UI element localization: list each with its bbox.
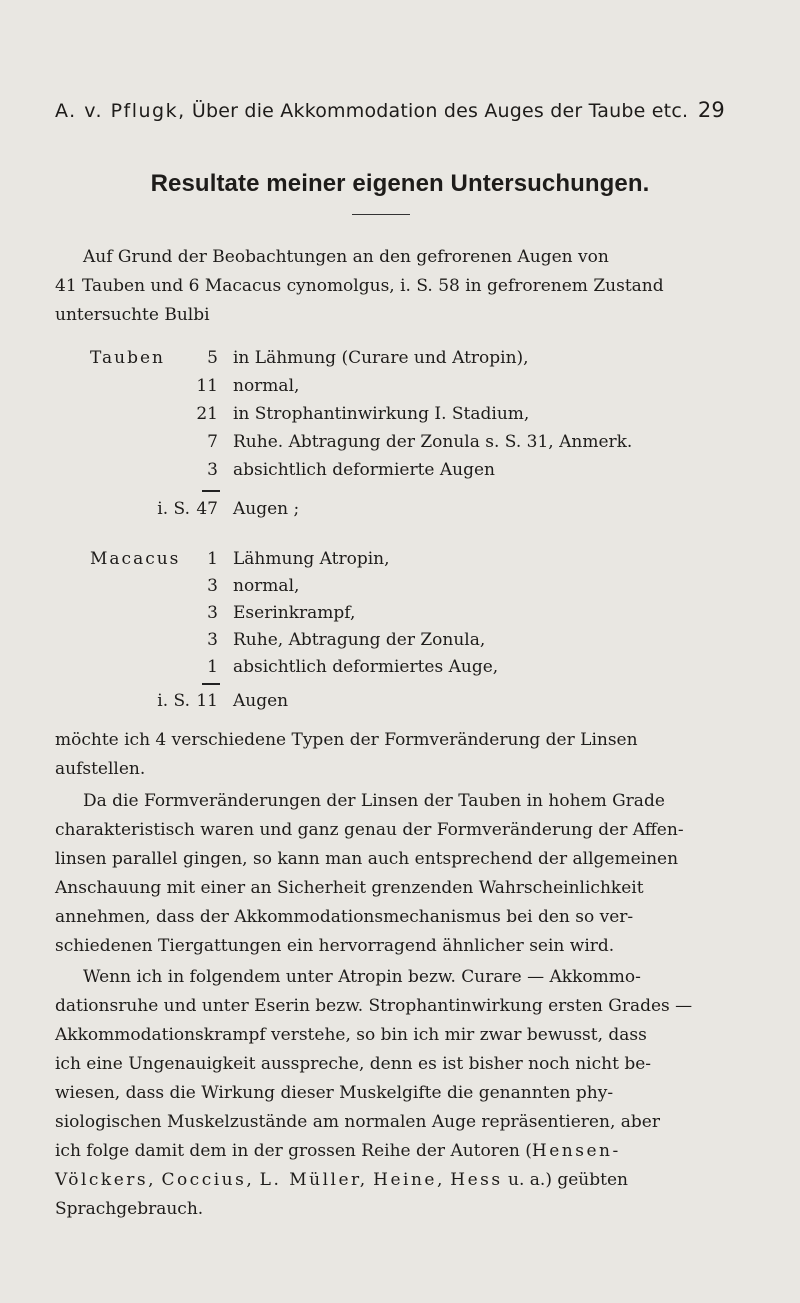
sum-label: i. S. xyxy=(157,691,190,711)
sum-text: Augen xyxy=(233,691,289,711)
paragraph-comparison xyxy=(55,787,727,961)
text-line: ich eine Ungenauigkeit ausspreche, denn es ist bisher noch nicht be- xyxy=(55,1054,652,1074)
running-head xyxy=(55,100,725,122)
paragraph-types xyxy=(55,726,727,784)
intro-line: 41 Tauben und 6 Macacus cynomolgus, i. S. 58 in gefrorenem Zustand xyxy=(55,276,664,296)
section-title: Resultate meiner eigenen Untersuchungen. xyxy=(150,170,650,197)
row-count: 21 xyxy=(196,404,218,424)
row-text: Ruhe, Abtragung der Zonula, xyxy=(233,630,486,650)
sum-text: Augen ; xyxy=(233,499,300,519)
line-text: u. a.) geübten xyxy=(508,1170,628,1190)
row-text: in Lähmung (Curare und Atropin), xyxy=(233,348,529,368)
intro-line: untersuchte Bulbi xyxy=(55,305,210,325)
header-title: Über die Akkommodation des Auges der Taube etc. xyxy=(191,100,689,122)
paragraph-terminology xyxy=(55,963,727,1224)
row-count: 1 xyxy=(207,657,218,677)
sum-label: i. S. xyxy=(157,499,190,519)
intro-line: Auf Grund der Beobachtungen an den gefrorenen Augen von xyxy=(83,247,609,267)
sum-rule xyxy=(202,490,220,492)
row-count: 7 xyxy=(207,432,218,452)
row-text: normal, xyxy=(233,376,300,396)
sum-count: 47 xyxy=(196,499,218,519)
text-line: wiesen, dass die Wirkung dieser Muskelgifte die genannten phy- xyxy=(55,1083,614,1103)
row-text: absichtlich deformiertes Auge, xyxy=(233,657,499,677)
row-text: Ruhe. Abtragung der Zonula s. S. 31, Anmerk. xyxy=(233,432,633,452)
row-count: 3 xyxy=(207,460,218,480)
page-number: 29 xyxy=(697,98,725,122)
row-text: normal, xyxy=(233,576,300,596)
text-line: linsen parallel gingen, so kann man auch entsprechend der allgemeinen xyxy=(55,849,679,869)
text-line: annehmen, dass der Akkommodationsmechanismus bei den so ver- xyxy=(55,907,634,927)
text-line: Sprachgebrauch. xyxy=(55,1199,204,1219)
text-line: schiedenen Tiergattungen ein hervorragend ähnlicher sein wird. xyxy=(55,936,615,956)
text-line: siologischen Muskelzustände am normalen Auge repräsentieren, aber xyxy=(55,1112,660,1132)
text-line: Da die Formveränderungen der Linsen der Tauben in hohem Grade xyxy=(83,791,665,811)
header-author: A. v. Pflugk, xyxy=(55,100,186,122)
row-count: 3 xyxy=(207,576,218,596)
sum-rule xyxy=(202,683,220,685)
tauben-label: Tauben xyxy=(90,348,165,368)
row-text: Lähmung Atropin, xyxy=(233,549,390,569)
author-name: Hensen- xyxy=(531,1141,621,1161)
author-name: Hess xyxy=(450,1170,503,1190)
row-text: in Strophantinwirkung I. Stadium, xyxy=(233,404,530,424)
line-text: ich folge damit dem in der grossen Reihe der Autoren ( xyxy=(55,1141,532,1161)
author-name: Heine, xyxy=(373,1170,445,1190)
author-name: Coccius, xyxy=(161,1170,255,1190)
text-line: aufstellen. xyxy=(55,759,146,779)
row-count: 3 xyxy=(207,630,218,650)
text-line: Anschauung mit einer an Sicherheit grenzenden Wahrscheinlichkeit xyxy=(55,878,644,898)
title-rule xyxy=(352,214,410,215)
text-line: möchte ich 4 verschiedene Typen der Formveränderung der Linsen xyxy=(55,730,638,750)
row-text: absichtlich deformierte Augen xyxy=(233,460,495,480)
text-line xyxy=(55,1166,727,1195)
text-line: Wenn ich in folgendem unter Atropin bezw. Curare — Akkommo- xyxy=(83,967,641,987)
author-name: L. Müller, xyxy=(259,1170,368,1190)
text-line: charakteristisch waren und ganz genau der Formveränderung der Affen- xyxy=(55,820,684,840)
macacus-label: Macacus xyxy=(90,549,181,569)
row-text: Eserinkrampf, xyxy=(233,603,356,623)
author-name: Völckers, xyxy=(55,1170,157,1190)
row-count: 1 xyxy=(207,549,218,569)
text-line xyxy=(55,1137,727,1166)
row-count: 5 xyxy=(207,348,218,368)
text-line: Akkommodationskrampf verstehe, so bin ich mir zwar bewusst, dass xyxy=(55,1025,647,1045)
row-count: 11 xyxy=(196,376,218,396)
row-count: 3 xyxy=(207,603,218,623)
sum-count: 11 xyxy=(196,691,218,711)
text-line: dationsruhe und unter Eserin bezw. Strophantinwirkung ersten Grades — xyxy=(55,996,693,1016)
intro-paragraph xyxy=(55,243,727,330)
